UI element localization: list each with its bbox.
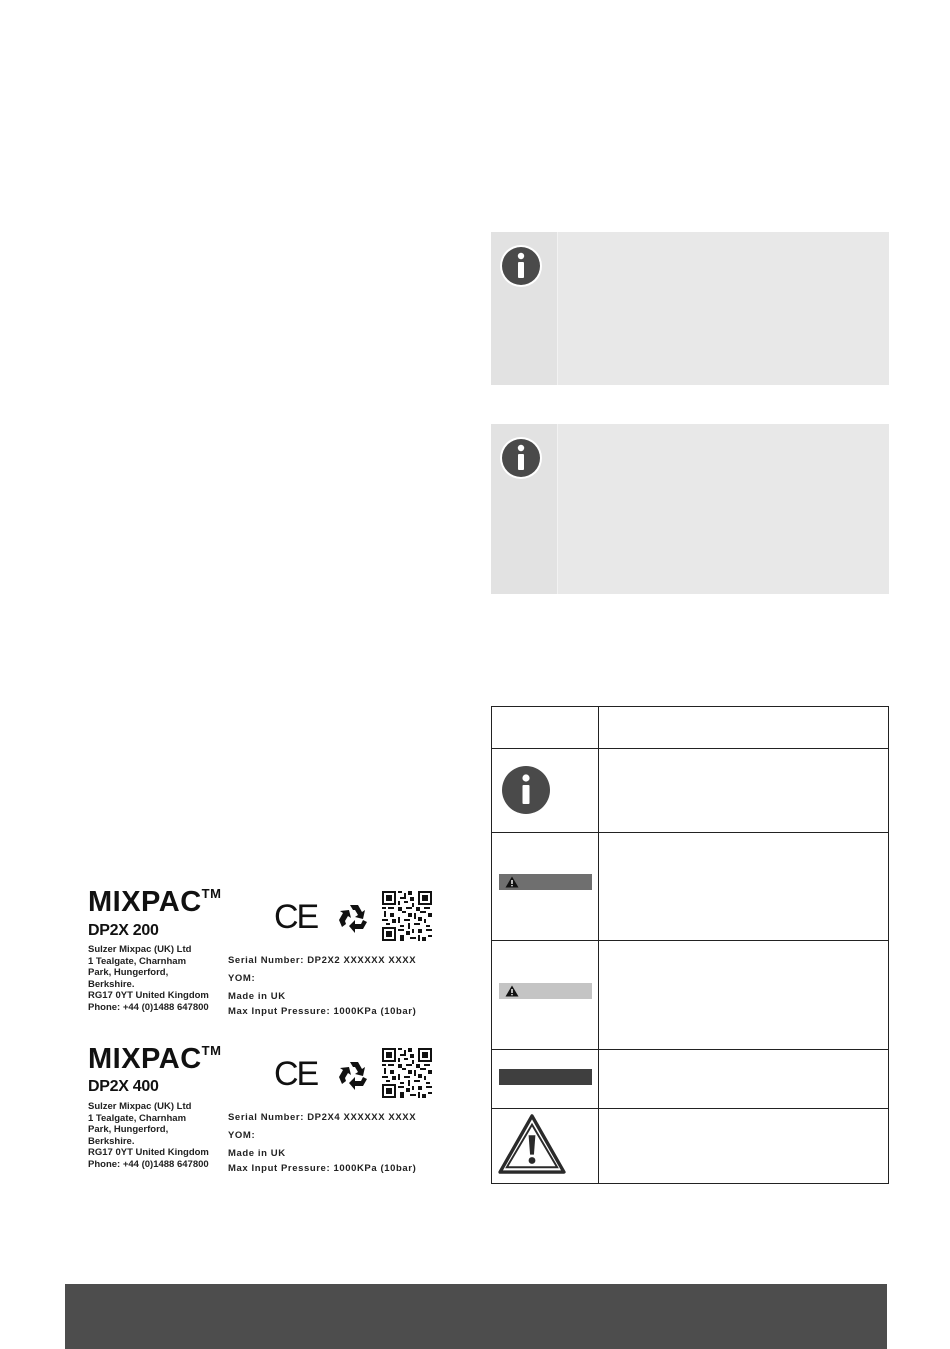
address-line: 1 Tealgate, Charnham bbox=[88, 1112, 187, 1124]
recycle-icon bbox=[336, 1057, 372, 1093]
model-name: DP2X 200 bbox=[88, 922, 159, 939]
qr-code-icon bbox=[382, 1048, 432, 1098]
manufacturer-address bbox=[88, 944, 209, 1014]
address-line: Phone: +44 (0)1488 647800 bbox=[88, 1001, 209, 1013]
address-line: Park, Hungerford, bbox=[88, 1124, 169, 1136]
symbol-table bbox=[491, 706, 889, 1184]
max-input-pressure: Max Input Pressure: 1000KPa (10bar) bbox=[228, 1163, 417, 1174]
manufacturer-address bbox=[88, 1101, 209, 1171]
info-circle-icon bbox=[501, 765, 551, 815]
address-line: Sulzer Mixpac (UK) Ltd bbox=[88, 1101, 192, 1112]
info-circle-icon bbox=[499, 244, 543, 288]
warning-triangle-icon bbox=[505, 985, 519, 997]
table-column-divider bbox=[598, 707, 599, 1183]
notice-signal-bar bbox=[499, 1069, 592, 1085]
ce-mark: CE bbox=[274, 898, 318, 936]
info-note-box-2 bbox=[491, 424, 889, 594]
address-line: RG17 0YT United Kingdom bbox=[88, 990, 209, 1002]
product-label-dp2x-400 bbox=[84, 1045, 444, 1175]
logo-text: MIXPAC bbox=[88, 1043, 202, 1075]
serial-number: Serial Number: DP2X4 XXXXXX XXXX bbox=[228, 1112, 417, 1123]
table-row bbox=[492, 940, 888, 941]
info-note-box-1 bbox=[491, 232, 889, 385]
address-line: Berkshire. bbox=[88, 978, 135, 990]
max-input-pressure: Max Input Pressure: 1000KPa (10bar) bbox=[228, 1006, 417, 1017]
serial-number: Serial Number: DP2X2 XXXXXX XXXX bbox=[228, 955, 417, 966]
info-circle-icon bbox=[499, 436, 543, 480]
trademark-mark: TM bbox=[201, 886, 222, 902]
address-line: Phone: +44 (0)1488 647800 bbox=[88, 1158, 209, 1170]
address-line: Park, Hungerford, bbox=[88, 967, 169, 979]
warning-signal-bar bbox=[499, 874, 592, 890]
year-of-manufacture: YOM: bbox=[228, 973, 256, 984]
page-footer-bar bbox=[65, 1284, 887, 1349]
qr-code-icon bbox=[382, 891, 432, 941]
table-row bbox=[492, 748, 888, 749]
logo-text: MIXPAC bbox=[88, 886, 202, 918]
model-name: DP2X 400 bbox=[88, 1078, 159, 1095]
recycle-icon bbox=[336, 900, 372, 936]
address-line: 1 Tealgate, Charnham bbox=[88, 955, 187, 967]
ce-mark: CE bbox=[274, 1055, 318, 1093]
warning-triangle-icon bbox=[505, 876, 519, 888]
country-of-origin: Made in UK bbox=[228, 991, 286, 1002]
product-label-dp2x-200 bbox=[84, 888, 444, 1018]
address-line: RG17 0YT United Kingdom bbox=[88, 1147, 209, 1159]
warning-triangle-icon bbox=[498, 1114, 566, 1174]
address-line: Berkshire. bbox=[88, 1135, 135, 1147]
table-row bbox=[492, 1049, 888, 1050]
table-row bbox=[492, 832, 888, 833]
mixpac-logo bbox=[88, 1045, 221, 1074]
country-of-origin: Made in UK bbox=[228, 1148, 286, 1159]
mixpac-logo bbox=[88, 888, 221, 917]
year-of-manufacture: YOM: bbox=[228, 1130, 256, 1141]
label-specs bbox=[228, 952, 416, 1017]
label-specs bbox=[228, 1109, 416, 1174]
caution-signal-bar bbox=[499, 983, 592, 999]
address-line: Sulzer Mixpac (UK) Ltd bbox=[88, 944, 192, 955]
table-row bbox=[492, 1108, 888, 1109]
trademark-mark: TM bbox=[201, 1043, 222, 1059]
